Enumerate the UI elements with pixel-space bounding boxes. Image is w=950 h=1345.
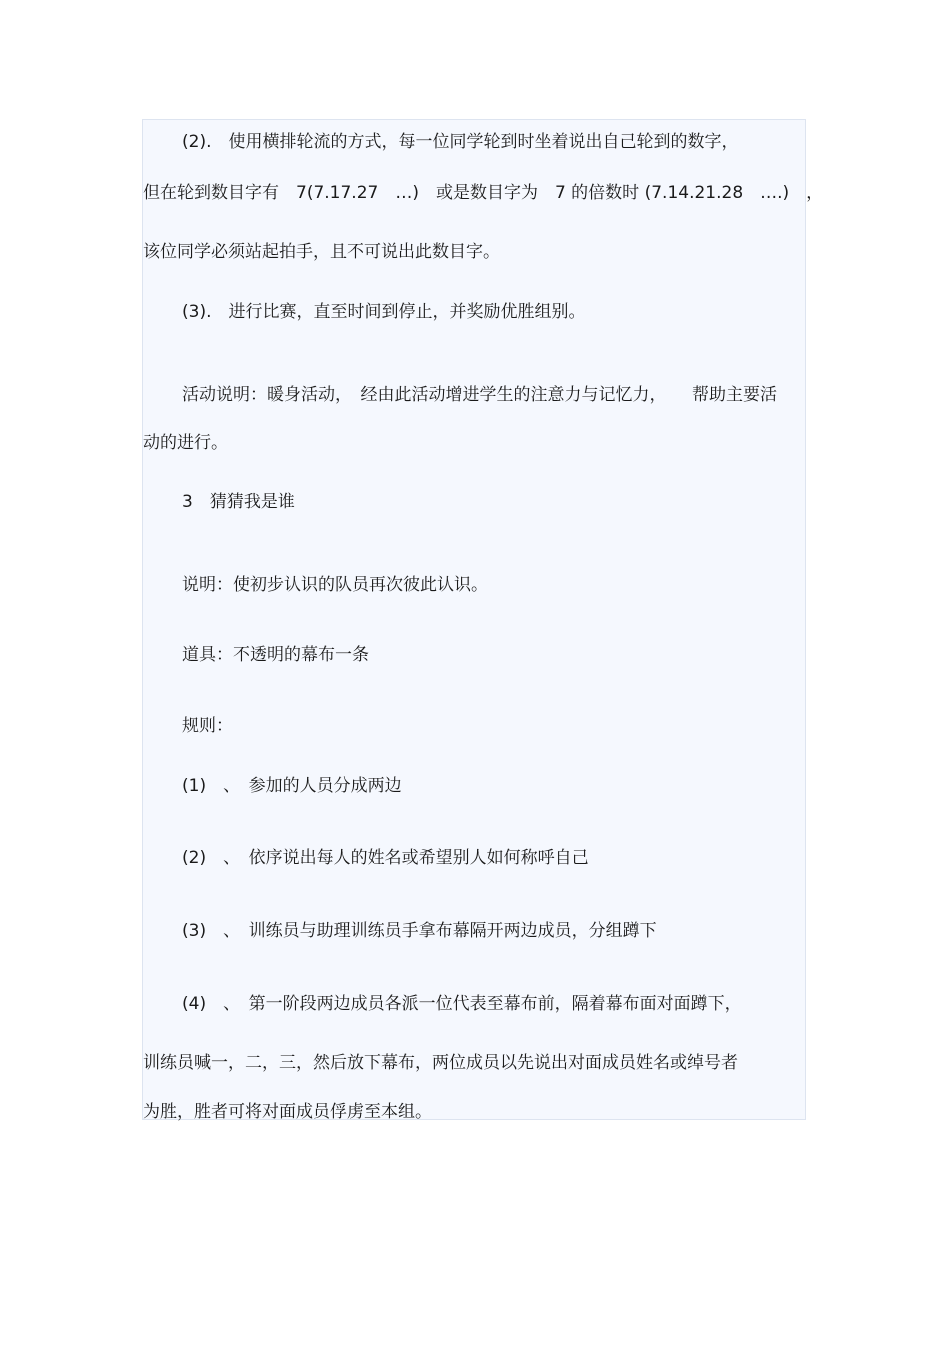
- activity-note-line-1: 活动说明：暖身活动， 经由此活动增进学生的注意力与记忆力， 帮助主要活: [182, 385, 777, 405]
- rule-item-2: (2) 、 依序说出每人的姓名或希望别人如何称呼自己: [182, 848, 589, 868]
- rule-item-4-line-2: 训练员喊一，二，三，然后放下幕布，两位成员以先说出对面成员姓名或绰号者: [143, 1053, 738, 1073]
- rule-item-1: (1) 、 参加的人员分成两边: [182, 776, 402, 796]
- document-content-box: [142, 119, 806, 1120]
- section-description: 说明：使初步认识的队员再次彼此认识。: [182, 575, 488, 595]
- activity-note-line-2: 动的进行。: [143, 433, 228, 453]
- rule-item-4-line-1: (4) 、 第一阶段两边成员各派一位代表至幕布前，隔着幕布面对面蹲下，: [182, 994, 742, 1014]
- rules-label: 规则：: [182, 716, 233, 736]
- rule-item-4-line-3: 为胜，胜者可将对面成员俘虏至本组。: [143, 1102, 432, 1122]
- section-heading: 3 猜猜我是谁: [182, 492, 295, 512]
- rule-2-line-3: 该位同学必须站起拍手，且不可说出此数目字。: [143, 242, 500, 262]
- rule-2-line-2: 但在轮到数目字有 7(7.17.27 …) 或是数目字为 7 的倍数时 (7.14.21.28 ….) ，: [143, 183, 824, 203]
- rule-item-3: (3) 、 训练员与助理训练员手拿布幕隔开两边成员，分组蹲下: [182, 921, 657, 941]
- rule-3-text: (3). 进行比赛，直至时间到停止，并奖励优胜组别。: [182, 302, 586, 322]
- rule-2-line-1: (2). 使用横排轮流的方式，每一位同学轮到时坐着说出自己轮到的数字，: [182, 132, 739, 152]
- section-props: 道具：不透明的幕布一条: [182, 645, 369, 665]
